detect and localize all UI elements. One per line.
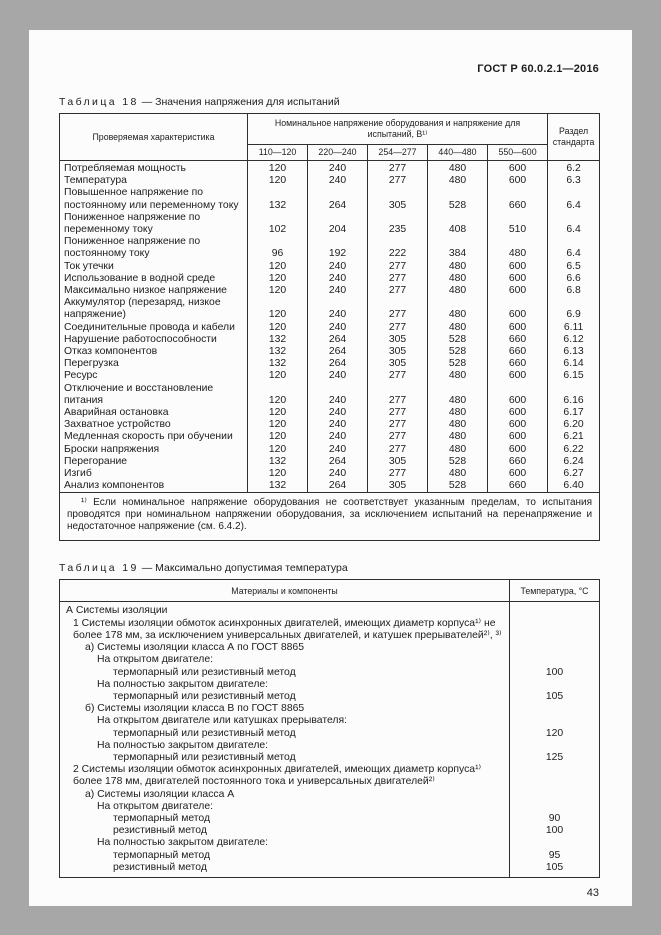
table18-row — [60, 175, 600, 187]
table18-row — [60, 212, 600, 236]
voltage-value: 240 — [308, 383, 368, 407]
voltage-value: 600 — [488, 407, 548, 419]
material-text: На полностью закрытом двигателе: — [97, 739, 269, 751]
characteristic-name: Захватное устройство — [60, 419, 248, 431]
voltage-value: 480 — [428, 468, 488, 480]
voltage-value: 132 — [248, 358, 308, 370]
table18-voltage-header: 440—480 — [428, 145, 488, 161]
table19-row — [60, 801, 600, 813]
voltage-value: 600 — [488, 419, 548, 431]
material-text: а) Системы изоляции класса А — [85, 788, 235, 800]
voltage-value: 600 — [488, 261, 548, 273]
voltage-value: 277 — [368, 273, 428, 285]
temperature-value — [510, 679, 600, 691]
material-text: резистивный метод — [113, 861, 207, 873]
table19-row — [60, 654, 600, 666]
section-ref: 6.2 — [548, 161, 600, 176]
table19-row — [60, 715, 600, 727]
material-text: На полностью закрытом двигателе: — [97, 837, 269, 849]
characteristic-name: Ток утечки — [60, 261, 248, 273]
table18-row — [60, 285, 600, 297]
voltage-value: 132 — [248, 334, 308, 346]
voltage-value: 528 — [428, 480, 488, 493]
voltage-value: 240 — [308, 273, 368, 285]
voltage-value: 132 — [248, 346, 308, 358]
voltage-value: 277 — [368, 175, 428, 187]
material-text: На открытом двигателе: — [97, 654, 214, 666]
characteristic-name: Ресурс — [60, 370, 248, 382]
table18-col-section: Раздел стандарта — [548, 114, 600, 161]
table19-row — [60, 850, 600, 862]
voltage-value: 480 — [488, 236, 548, 260]
voltage-value: 305 — [368, 358, 428, 370]
voltage-value: 264 — [308, 334, 368, 346]
voltage-value: 120 — [248, 161, 308, 176]
voltage-value: 132 — [248, 456, 308, 468]
voltage-value: 528 — [428, 187, 488, 211]
voltage-value: 120 — [248, 419, 308, 431]
section-ref: 6.3 — [548, 175, 600, 187]
characteristic-name: Перегрузка — [60, 358, 248, 370]
voltage-value: 264 — [308, 187, 368, 211]
table19-head — [60, 580, 600, 602]
table19-row — [60, 703, 600, 715]
table19-caption-title: — Максимально допустимая температура — [141, 562, 348, 575]
table19-row — [60, 602, 600, 618]
table19-row — [60, 862, 600, 878]
temperature-value: 125 — [510, 752, 600, 764]
characteristic-name: Температура — [60, 175, 248, 187]
voltage-value: 660 — [488, 480, 548, 493]
voltage-value: 132 — [248, 480, 308, 493]
table18-row — [60, 456, 600, 468]
characteristic-name: Изгиб — [60, 468, 248, 480]
voltage-value: 120 — [248, 297, 308, 321]
section-ref: 6.20 — [548, 419, 600, 431]
voltage-value: 264 — [308, 456, 368, 468]
voltage-value: 264 — [308, 358, 368, 370]
voltage-value: 480 — [428, 431, 488, 443]
voltage-value: 102 — [248, 212, 308, 236]
voltage-value: 277 — [368, 444, 428, 456]
material-text: 2 Системы изоляции обмоток асинхронных двигателей, имеющих диаметр корпуса¹⁾ более 178 мм, двигателей постоянного тока и универсальных двигателей²⁾ — [73, 764, 482, 788]
section-ref: 6.8 — [548, 285, 600, 297]
material-text: а) Системы изоляции класса А по ГОСТ 8865 — [85, 642, 304, 654]
voltage-value: 240 — [308, 297, 368, 321]
section-ref: 6.24 — [548, 456, 600, 468]
characteristic-name: Потребляемая мощность — [60, 161, 248, 176]
voltage-value: 120 — [248, 273, 308, 285]
voltage-value: 408 — [428, 212, 488, 236]
temperature-value: 100 — [510, 667, 600, 679]
characteristic-name: Аварийная остановка — [60, 407, 248, 419]
material-text: термопарный метод — [113, 849, 211, 861]
voltage-value: 120 — [248, 431, 308, 443]
voltage-value: 305 — [368, 480, 428, 493]
table18-row — [60, 334, 600, 346]
voltage-value: 277 — [368, 383, 428, 407]
table18-row — [60, 468, 600, 480]
characteristic-name: Использование в водной среде — [60, 273, 248, 285]
voltage-value: 384 — [428, 236, 488, 260]
material-text: На полностью закрытом двигателе: — [97, 678, 269, 690]
voltage-value: 240 — [308, 322, 368, 334]
table18-col-characteristic: Проверяемая характеристика — [60, 114, 248, 161]
characteristic-name: Нарушение работоспособности — [60, 334, 248, 346]
table18-caption-title: — Значения напряжения для испытаний — [141, 96, 340, 108]
voltage-value: 222 — [368, 236, 428, 260]
voltage-value: 120 — [248, 444, 308, 456]
voltage-value: 305 — [368, 334, 428, 346]
table19-row — [60, 740, 600, 752]
voltage-value: 305 — [368, 187, 428, 211]
voltage-value: 510 — [488, 212, 548, 236]
section-ref: 6.27 — [548, 468, 600, 480]
characteristic-name: Перегорание — [60, 456, 248, 468]
characteristic-name: Отключение и восстановление питания — [60, 383, 248, 407]
table18-voltage-header: 110—120 — [248, 145, 308, 161]
table18-foot — [60, 493, 600, 541]
material-text: На открытом двигателе: — [97, 800, 214, 812]
table19-row — [60, 691, 600, 703]
voltage-value: 600 — [488, 175, 548, 187]
table19-row — [60, 825, 600, 837]
table19-row — [60, 618, 600, 642]
table18-row — [60, 346, 600, 358]
characteristic-name: Повышенное напряжение по постоянному или переменному току — [60, 187, 248, 211]
voltage-value: 277 — [368, 419, 428, 431]
table19-row — [60, 728, 600, 740]
section-ref: 6.4 — [548, 212, 600, 236]
section-ref: 6.17 — [548, 407, 600, 419]
table18-row — [60, 161, 600, 176]
voltage-value: 528 — [428, 334, 488, 346]
voltage-value: 120 — [248, 468, 308, 480]
table19-col-materials: Материалы и компоненты — [60, 580, 510, 602]
voltage-value: 204 — [308, 212, 368, 236]
voltage-value: 96 — [248, 236, 308, 260]
voltage-value: 660 — [488, 187, 548, 211]
voltage-value: 305 — [368, 346, 428, 358]
characteristic-name: Максимально низкое напряжение — [60, 285, 248, 297]
table18-row — [60, 480, 600, 493]
characteristic-name: Аккумулятор (перезаряд, низкое напряжение) — [60, 297, 248, 321]
section-ref: 6.11 — [548, 322, 600, 334]
voltage-value: 235 — [368, 212, 428, 236]
temperature-value — [510, 740, 600, 752]
voltage-value: 660 — [488, 358, 548, 370]
voltage-value: 528 — [428, 456, 488, 468]
voltage-value: 240 — [308, 161, 368, 176]
voltage-value: 240 — [308, 370, 368, 382]
table19-caption — [59, 562, 599, 574]
table18-row — [60, 431, 600, 443]
section-ref: 6.12 — [548, 334, 600, 346]
table18-row — [60, 419, 600, 431]
temperature-value: 105 — [510, 691, 600, 703]
material-text: А Системы изоляции — [66, 605, 168, 617]
voltage-value: 277 — [368, 407, 428, 419]
section-ref: 6.4 — [548, 236, 600, 260]
voltage-value: 264 — [308, 480, 368, 493]
table18-row — [60, 297, 600, 321]
voltage-value: 480 — [428, 419, 488, 431]
table19-row — [60, 764, 600, 788]
voltage-value: 600 — [488, 444, 548, 456]
characteristic-name: Броски напряжения — [60, 444, 248, 456]
table18-row — [60, 370, 600, 382]
temperature-value: 105 — [510, 862, 600, 878]
voltage-value: 120 — [248, 261, 308, 273]
table19 — [59, 579, 600, 877]
voltage-value: 240 — [308, 444, 368, 456]
voltage-value: 600 — [488, 273, 548, 285]
section-ref: 6.15 — [548, 370, 600, 382]
voltage-value: 277 — [368, 322, 428, 334]
voltage-value: 120 — [248, 407, 308, 419]
temperature-value — [510, 602, 600, 618]
table19-body — [60, 602, 600, 877]
voltage-value: 528 — [428, 358, 488, 370]
page — [29, 30, 632, 906]
table18-row — [60, 358, 600, 370]
table19-row — [60, 667, 600, 679]
voltage-value: 600 — [488, 297, 548, 321]
temperature-value: 100 — [510, 825, 600, 837]
table19-row — [60, 642, 600, 654]
characteristic-name: Анализ компонентов — [60, 480, 248, 493]
section-ref: 6.40 — [548, 480, 600, 493]
table18-voltage-header: 220—240 — [308, 145, 368, 161]
section-ref: 6.13 — [548, 346, 600, 358]
voltage-value: 528 — [428, 346, 488, 358]
voltage-value: 600 — [488, 322, 548, 334]
table18-head — [60, 114, 600, 161]
material-text: б) Системы изоляции класса В по ГОСТ 8865 — [85, 703, 305, 715]
voltage-value: 480 — [428, 161, 488, 176]
table19-row — [60, 789, 600, 801]
material-text: 1 Системы изоляции обмоток асинхронных двигателей, имеющих диаметр корпуса¹⁾ не более 178 мм, за исключением универсальных двигателей, и катушек прерывателей²⁾, ³⁾ — [73, 617, 502, 641]
voltage-value: 120 — [248, 175, 308, 187]
page-number: 43 — [586, 886, 599, 899]
section-ref: 6.21 — [548, 431, 600, 443]
voltage-value: 277 — [368, 261, 428, 273]
temperature-value — [510, 703, 600, 715]
voltage-value: 660 — [488, 346, 548, 358]
voltage-value: 192 — [308, 236, 368, 260]
table19-row — [60, 837, 600, 849]
table19-row — [60, 752, 600, 764]
material-text: термопарный или резистивный метод — [113, 690, 296, 702]
document-code: ГОСТ Р 60.0.2.1—2016 — [477, 63, 599, 75]
voltage-value: 240 — [308, 431, 368, 443]
voltage-value: 480 — [428, 444, 488, 456]
table18-voltage-header: 254—277 — [368, 145, 428, 161]
voltage-value: 480 — [428, 370, 488, 382]
voltage-value: 240 — [308, 175, 368, 187]
characteristic-name: Пониженное напряжение по переменному току — [60, 212, 248, 236]
characteristic-name: Медленная скорость при обучении — [60, 431, 248, 443]
table18-row — [60, 187, 600, 211]
table18-row — [60, 322, 600, 334]
temperature-value — [510, 654, 600, 666]
voltage-value: 600 — [488, 370, 548, 382]
temperature-value: 90 — [510, 813, 600, 825]
temperature-value — [510, 764, 600, 788]
voltage-value: 480 — [428, 322, 488, 334]
voltage-value: 600 — [488, 285, 548, 297]
voltage-value: 480 — [428, 383, 488, 407]
temperature-value — [510, 837, 600, 849]
material-text: На открытом двигателе или катушках прерывателя: — [97, 715, 347, 727]
voltage-value: 264 — [308, 346, 368, 358]
temperature-value — [510, 642, 600, 654]
table19-col-temperature: Температура, °С — [510, 580, 600, 602]
material-text: термопарный или резистивный метод — [113, 751, 296, 763]
voltage-value: 277 — [368, 161, 428, 176]
characteristic-name: Соединительные провода и кабели — [60, 322, 248, 334]
voltage-value: 277 — [368, 370, 428, 382]
table18-body — [60, 161, 600, 493]
section-ref: 6.16 — [548, 383, 600, 407]
voltage-value: 120 — [248, 370, 308, 382]
voltage-value: 600 — [488, 161, 548, 176]
table18-row — [60, 407, 600, 419]
voltage-value: 277 — [368, 297, 428, 321]
material-text: термопарный или резистивный метод — [113, 666, 296, 678]
voltage-value: 660 — [488, 456, 548, 468]
characteristic-name: Пониженное напряжение по постоянному току — [60, 236, 248, 260]
voltage-value: 600 — [488, 431, 548, 443]
table18 — [59, 113, 600, 541]
table19-row — [60, 813, 600, 825]
temperature-value — [510, 715, 600, 727]
section-ref: 6.6 — [548, 273, 600, 285]
table18-footnote: ¹⁾ Если номинальное напряжение оборудования не соответствует указанным пределам, то испытания проводятся при номинальном напряжении оборудования, за исключением испытаний на перенапряжение и недостаточное напряжение (см. 6.4.2). — [60, 493, 600, 541]
voltage-value: 480 — [428, 407, 488, 419]
material-text: резистивный метод — [113, 825, 207, 837]
voltage-value: 240 — [308, 419, 368, 431]
section-ref: 6.9 — [548, 297, 600, 321]
voltage-value: 305 — [368, 456, 428, 468]
temperature-value — [510, 801, 600, 813]
voltage-value: 480 — [428, 273, 488, 285]
voltage-value: 120 — [248, 322, 308, 334]
section-ref: 6.22 — [548, 444, 600, 456]
voltage-value: 600 — [488, 383, 548, 407]
voltage-value: 600 — [488, 468, 548, 480]
table18-row — [60, 444, 600, 456]
section-ref: 6.4 — [548, 187, 600, 211]
table18-row — [60, 273, 600, 285]
table19-row — [60, 679, 600, 691]
table18-voltage-header: 550—600 — [488, 145, 548, 161]
voltage-value: 120 — [248, 383, 308, 407]
table18-row — [60, 383, 600, 407]
voltage-value: 277 — [368, 285, 428, 297]
temperature-value — [510, 618, 600, 642]
voltage-value: 132 — [248, 187, 308, 211]
voltage-value: 480 — [428, 175, 488, 187]
voltage-value: 277 — [368, 468, 428, 480]
voltage-value: 240 — [308, 468, 368, 480]
voltage-value: 480 — [428, 285, 488, 297]
table18-col-group: Номинальное напряжение оборудования и напряжение для испытаний, В¹⁾ — [248, 114, 548, 145]
material-text: термопарный или резистивный метод — [113, 727, 296, 739]
section-ref: 6.5 — [548, 261, 600, 273]
voltage-value: 277 — [368, 431, 428, 443]
voltage-value: 240 — [308, 407, 368, 419]
table18-row — [60, 236, 600, 260]
table18-caption-label: Таблица 18 — [59, 96, 139, 108]
table18-row — [60, 261, 600, 273]
temperature-value: 95 — [510, 850, 600, 862]
voltage-value: 480 — [428, 261, 488, 273]
voltage-value: 660 — [488, 334, 548, 346]
voltage-value: 240 — [308, 285, 368, 297]
voltage-value: 240 — [308, 261, 368, 273]
temperature-value — [510, 789, 600, 801]
temperature-value: 120 — [510, 728, 600, 740]
material-text: термопарный метод — [113, 812, 211, 824]
characteristic-name: Отказ компонентов — [60, 346, 248, 358]
voltage-value: 120 — [248, 285, 308, 297]
voltage-value: 480 — [428, 297, 488, 321]
table18-caption — [59, 96, 599, 108]
section-ref: 6.14 — [548, 358, 600, 370]
table19-caption-label: Таблица 19 — [59, 562, 139, 575]
